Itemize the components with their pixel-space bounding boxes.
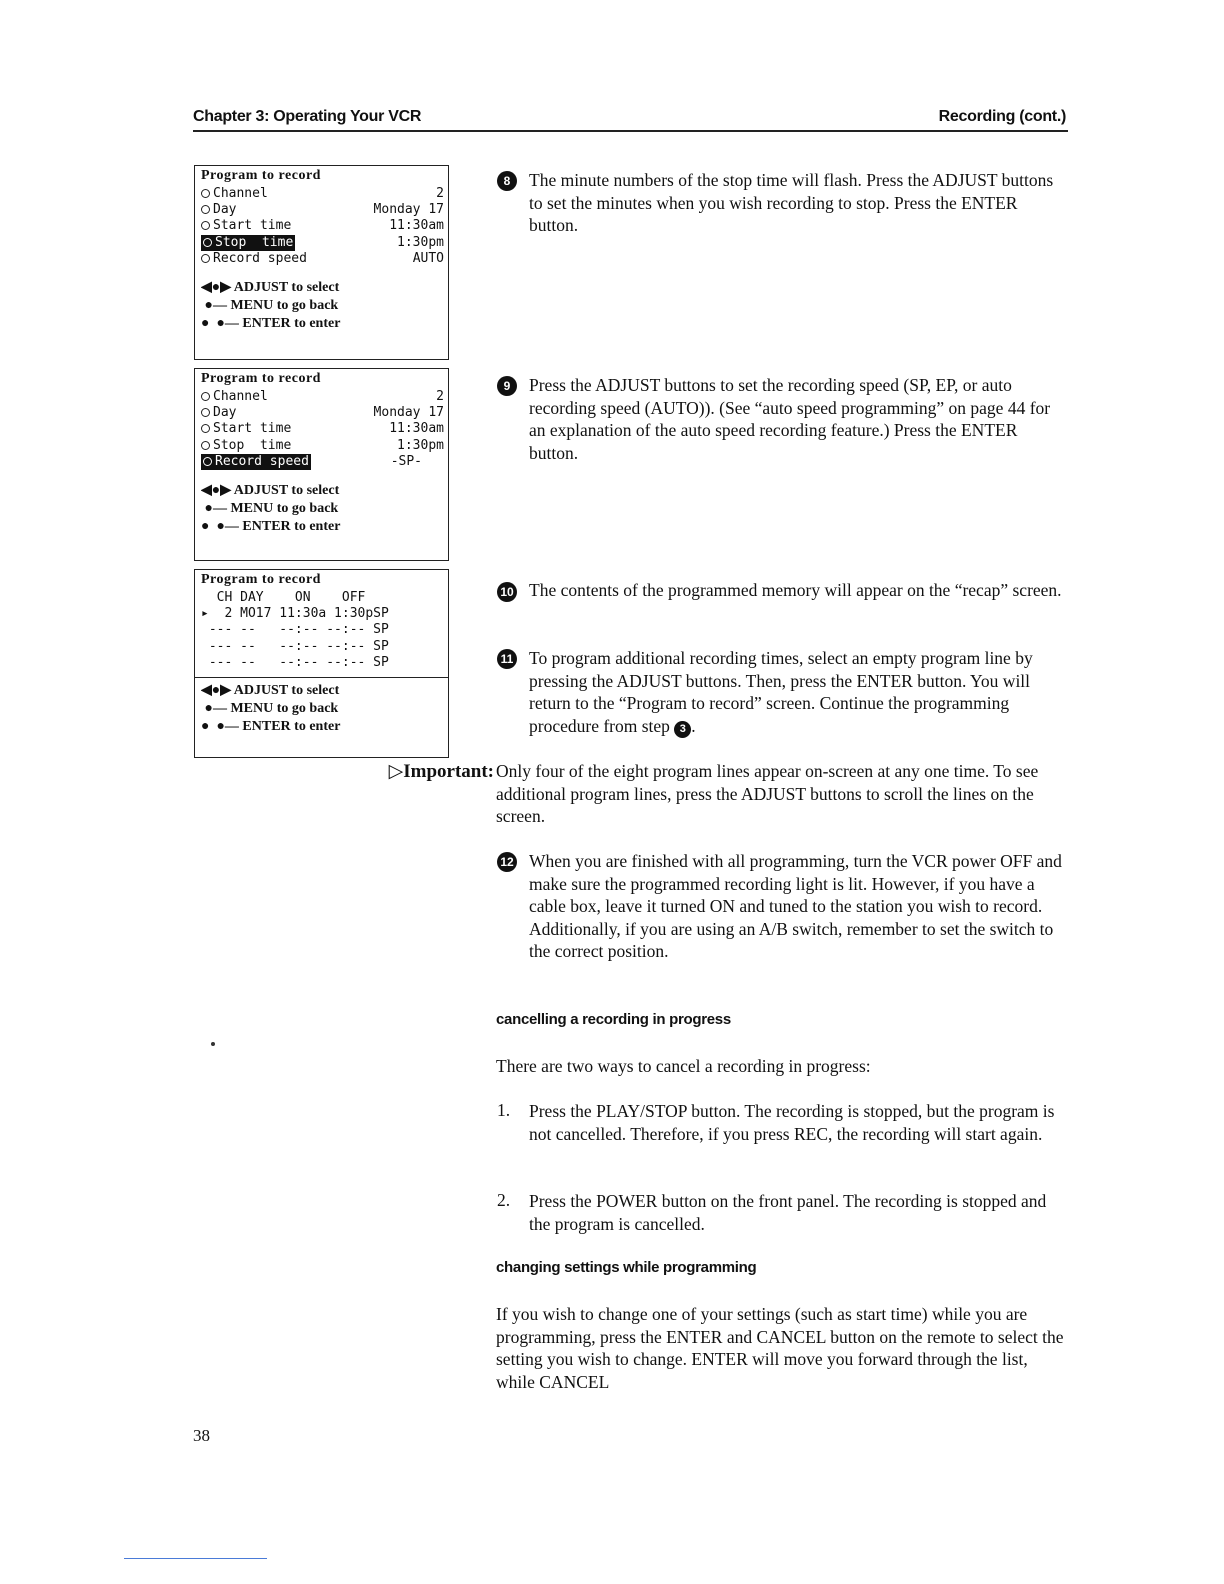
cancelling-heading: cancelling a recording in progress xyxy=(496,1011,731,1028)
changing-heading: changing settings while programming xyxy=(496,1259,757,1276)
menu-row-record-speed: Record speed AUTO xyxy=(201,251,444,267)
menu-row-start-time: Start time 11:30am xyxy=(201,421,444,437)
bullet-icon xyxy=(201,205,210,214)
screen-title: Program to record xyxy=(201,371,321,386)
screen-help: ◀●▶ ADJUST to select ●— MENU to go back ● ●— ENTER to enter xyxy=(201,682,341,734)
screen-help: ◀●▶ ADJUST to select ●— MENU to go back ● ●— ENTER to enter xyxy=(201,279,341,331)
screen-title: Program to record xyxy=(201,168,321,183)
step-number-10: 10 xyxy=(497,582,517,602)
section-title: Recording (cont.) xyxy=(938,108,1066,125)
bullet-icon xyxy=(201,221,210,230)
step-number-9: 9 xyxy=(497,376,517,396)
stray-mark xyxy=(211,1042,215,1046)
bullet-icon xyxy=(201,441,210,450)
menu-row-channel: Channel 2 xyxy=(201,186,444,202)
step-10-text: The contents of the programmed memory will appear on the “recap” screen. xyxy=(529,580,1062,600)
bullet-icon xyxy=(201,392,210,401)
important-label: ▷Important: xyxy=(388,761,494,782)
bullet-icon xyxy=(201,189,210,198)
menu-row-stop-time: Stop time 1:30pm xyxy=(201,438,444,454)
page-header xyxy=(193,106,1068,132)
recap-header-row: CH DAY ON OFF xyxy=(201,590,366,605)
bullet-icon xyxy=(203,457,212,466)
screen-title: Program to record xyxy=(201,572,321,587)
menu-row-day: Day Monday 17 xyxy=(201,202,444,218)
bullet-icon xyxy=(203,238,212,247)
cancelling-intro: There are two ways to cancel a recording in progress: xyxy=(496,1056,871,1076)
menu-row-record-speed: Record speed -SP- xyxy=(201,454,444,470)
recap-row: --- -- --:-- --:-- SP xyxy=(201,638,389,654)
osd-screen-record-speed xyxy=(194,368,449,561)
menu-row-day: Day Monday 17 xyxy=(201,405,444,421)
recap-row: --- -- --:-- --:-- SP xyxy=(201,622,389,638)
step-11-text: To program additional recording times, select an empty program line by pressing the ADJUST buttons. Then, press the ENTER button. You will return to the “Program to record” screen. Continue the programming procedure from step 3 . xyxy=(529,648,1033,736)
menu-row-stop-time: Stop time 1:30pm xyxy=(201,235,444,251)
cancel-option-1: Press the PLAY/STOP button. The recording is stopped, but the program is not cancelled. Therefore, if you press REC, the recording will start again. xyxy=(529,1101,1055,1144)
footer-line xyxy=(124,1558,267,1559)
step-12-text: When you are finished with all programming, turn the VCR power OFF and make sure the programmed recording light is lit. However, if you have a cable box, leave it turned ON and tuned to the station you wish to record. Additionally, if you are using an A/B switch, remember to set the switch to the correct position. xyxy=(529,851,1062,961)
step-number-12: 12 xyxy=(497,852,517,872)
step-8-text: The minute numbers of the stop time will flash. Press the ADJUST buttons to set the minutes when you wish recording to stop. Press the ENTER button. xyxy=(529,170,1054,235)
recap-row: --- -- --:-- --:-- SP xyxy=(201,654,389,670)
changing-text: If you wish to change one of your settings (such as start time) while you are programming, press the ENTER and CANCEL button on the remote to select the setting you wish to change. ENTER will move you forward through the list, while CANCEL xyxy=(496,1304,1064,1392)
chapter-title: Chapter 3: Operating Your VCR xyxy=(193,108,422,125)
step-ref-3: 3 xyxy=(674,721,691,738)
important-text: Only four of the eight program lines appear on-screen at any one time. To see additional program lines, press the ADJUST buttons to scroll the lines on the screen. xyxy=(496,761,1039,826)
page-number: 38 xyxy=(193,1426,210,1445)
list-number-1: 1. xyxy=(497,1100,511,1120)
menu-row-channel: Channel 2 xyxy=(201,389,444,405)
osd-screen-recap xyxy=(194,569,449,758)
osd-screen-stop-time xyxy=(194,165,449,360)
divider xyxy=(195,677,448,678)
recap-row: ▸ 2 MO17 11:30a 1:30pSP xyxy=(201,606,389,622)
bullet-icon xyxy=(201,424,210,433)
cancel-option-2: Press the POWER button on the front panel. The recording is stopped and the program is cancelled. xyxy=(529,1191,1047,1234)
step-9-text: Press the ADJUST buttons to set the recording speed (SP, EP, or auto recording speed (AUTO)). (See “auto speed programming” on page 44 for an explanation of the auto speed recording feature.) Press the ENTER button. xyxy=(529,375,1051,463)
step-number-11: 11 xyxy=(497,649,517,669)
menu-row-start-time: Start time 11:30am xyxy=(201,218,444,234)
bullet-icon xyxy=(201,254,210,263)
step-number-8: 8 xyxy=(497,171,517,191)
screen-help: ◀●▶ ADJUST to select ●— MENU to go back ● ●— ENTER to enter xyxy=(201,482,341,534)
list-number-2: 2. xyxy=(497,1190,511,1210)
bullet-icon xyxy=(201,408,210,417)
